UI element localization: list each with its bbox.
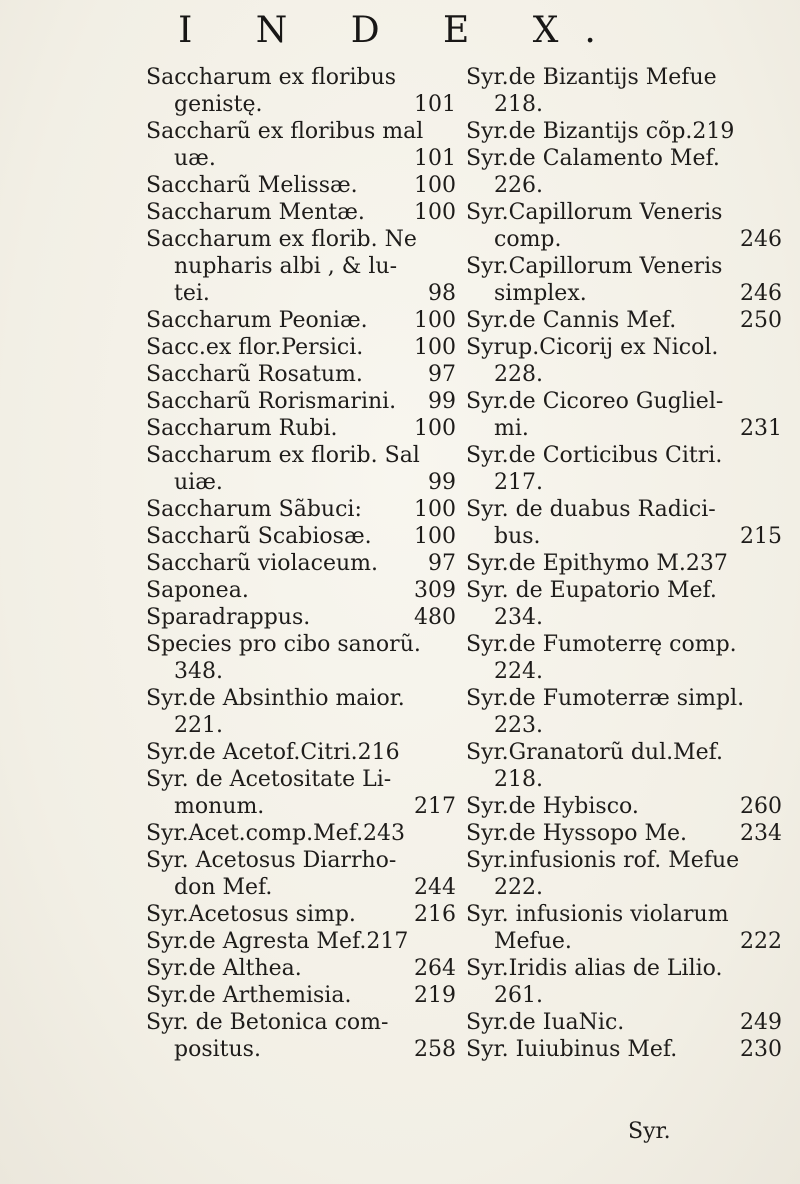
index-entry [146, 334, 456, 361]
entry-text: Syr. infusionis violarum [466, 902, 729, 927]
index-entry [466, 388, 782, 442]
index-entry [466, 145, 782, 199]
entry-text: Saccharum ex floribus [146, 65, 397, 90]
page-number: 217 [414, 794, 456, 819]
entry-line [466, 604, 782, 631]
entry-text: Mefue. [494, 929, 572, 954]
entry-text: Species pro cibo sanorũ. [146, 632, 421, 657]
index-entry [146, 199, 456, 226]
entry-text: 218. [494, 92, 543, 117]
entry-text: Sacc.ex flor.Persici. [146, 335, 364, 360]
index-entry [466, 793, 782, 820]
entry-line [146, 469, 456, 496]
index-entry [466, 901, 782, 955]
entry-text: Syr.de Agresta Mef.217 [146, 929, 409, 954]
index-entry [146, 820, 456, 847]
index-entry [146, 226, 456, 307]
page-number: 100 [414, 497, 456, 522]
index-column-right [466, 64, 782, 1063]
page-number: 98 [428, 281, 456, 306]
entry-line [466, 199, 782, 226]
entry-text: Syr. de duabus Radici- [466, 497, 716, 522]
page-number: 230 [740, 1037, 782, 1062]
index-entry [466, 307, 782, 334]
page-number: 258 [414, 1037, 456, 1062]
entry-line [146, 955, 456, 982]
entry-text: Saccharũ Rorismarini. [146, 389, 397, 414]
entry-line [146, 523, 456, 550]
catchword: Syr. [628, 1119, 671, 1144]
entry-line [466, 415, 782, 442]
page-number: 100 [414, 308, 456, 333]
entry-text: Syr. de Acetositate Li- [146, 767, 392, 792]
entry-line [466, 118, 782, 145]
index-entry [466, 685, 782, 739]
entry-text: Syr.de Cannis Mef. [466, 308, 677, 333]
index-entry [146, 928, 456, 955]
entry-line [146, 550, 456, 577]
entry-line [146, 712, 456, 739]
entry-line [466, 523, 782, 550]
entry-line [466, 442, 782, 469]
index-entry [146, 766, 456, 820]
index-entry [146, 847, 456, 901]
entry-text: positus. [174, 1037, 261, 1062]
entry-text: Syr.de Acetof.Citri.216 [146, 740, 400, 765]
entry-text: Saccharum ex florib. Ne [146, 227, 417, 252]
entry-line [146, 253, 456, 280]
entry-line [146, 496, 456, 523]
entry-text: simplex. [494, 281, 587, 306]
page-number: 480 [414, 605, 456, 630]
entry-line [466, 847, 782, 874]
entry-line [146, 388, 456, 415]
entry-line [466, 172, 782, 199]
index-entry [466, 955, 782, 1009]
entry-text: 223. [494, 713, 543, 738]
entry-text: 226. [494, 173, 543, 198]
entry-text: 221. [174, 713, 223, 738]
entry-text: Syr.de Althea. [146, 956, 302, 981]
index-entry [466, 442, 782, 496]
entry-text: Syrup.Cicorij ex Nicol. [466, 335, 719, 360]
page-number: 309 [414, 578, 456, 603]
entry-line [466, 820, 782, 847]
entry-line [466, 307, 782, 334]
entry-line [146, 1036, 456, 1063]
page-number: 101 [414, 146, 456, 171]
entry-line [466, 874, 782, 901]
index-entry [146, 1009, 456, 1063]
entry-line [146, 631, 456, 658]
entry-text: genistę. [174, 92, 263, 117]
index-entry [466, 334, 782, 388]
index-entry [146, 442, 456, 496]
index-entry [146, 631, 456, 685]
entry-text: Syr.de Fumoterræ simpl. [466, 686, 745, 711]
entry-line [146, 91, 456, 118]
entry-line [146, 64, 456, 91]
page-number: 100 [414, 416, 456, 441]
entry-text: Syr. de Eupatorio Mef. [466, 578, 717, 603]
page-number: 222 [740, 929, 782, 954]
entry-line [146, 280, 456, 307]
entry-text: tei. [174, 281, 210, 306]
page-number: 219 [414, 983, 456, 1008]
index-column-left [146, 64, 456, 1063]
entry-line [146, 172, 456, 199]
entry-text: Saccharũ ex floribus mal [146, 119, 424, 144]
page-number: 216 [414, 902, 456, 927]
entry-text: Syr.de Hybisco. [466, 794, 639, 819]
entry-line [146, 847, 456, 874]
entry-text: Saponea. [146, 578, 249, 603]
entry-line [146, 928, 456, 955]
entry-text: Syr.Iridis alias de Lilio. [466, 956, 723, 981]
entry-line [146, 118, 456, 145]
entry-text: Syr. Acetosus Diarrho- [146, 848, 397, 873]
index-entry [466, 1036, 782, 1063]
index-entry [146, 604, 456, 631]
entry-text: uæ. [174, 146, 216, 171]
page-number: 244 [414, 875, 456, 900]
entry-line [146, 1009, 456, 1036]
entry-text: don Mef. [174, 875, 273, 900]
entry-text: Syr.Granatorũ dul.Mef. [466, 740, 724, 765]
page-number: 100 [414, 335, 456, 360]
page-number: 100 [414, 524, 456, 549]
page-number: 249 [740, 1010, 782, 1035]
page-number: 101 [414, 92, 456, 117]
entry-text: Syr.Acetosus simp. [146, 902, 356, 927]
entry-text: Syr.de Bizantijs Mefue [466, 65, 717, 90]
index-entry [146, 982, 456, 1009]
entry-line [146, 766, 456, 793]
entry-line [146, 199, 456, 226]
entry-text: Syr.de Arthemisia. [146, 983, 352, 1008]
index-entry [146, 955, 456, 982]
entry-line [466, 280, 782, 307]
entry-line [466, 739, 782, 766]
entry-line [146, 793, 456, 820]
entry-line [466, 928, 782, 955]
entry-line [466, 982, 782, 1009]
entry-text: Syr.de Corticibus Citri. [466, 443, 723, 468]
entry-text: Syr. de Betonica com- [146, 1010, 389, 1035]
entry-line [146, 739, 456, 766]
entry-text: Saccharũ violaceum. [146, 551, 379, 576]
entry-line [466, 91, 782, 118]
entry-line [146, 226, 456, 253]
page-number: 234 [740, 821, 782, 846]
entry-text: Syr.infusionis rof. Mefue [466, 848, 740, 873]
index-entry [466, 1009, 782, 1036]
entry-text: Saccharum Peoniæ. [146, 308, 368, 333]
index-entry [146, 685, 456, 739]
entry-text: Syr.de IuaNic. [466, 1010, 625, 1035]
entry-line [466, 145, 782, 172]
index-entry [466, 550, 782, 577]
entry-line [146, 145, 456, 172]
entry-text: Syr.de Fumoterrę comp. [466, 632, 737, 657]
entry-text: Syr.de Absinthio maior. [146, 686, 405, 711]
index-entry [146, 64, 456, 118]
entry-line [466, 901, 782, 928]
entry-text: Saccharũ Melissæ. [146, 173, 358, 198]
entry-text: Syr.Capillorum Veneris [466, 254, 723, 279]
entry-line [466, 361, 782, 388]
entry-line [146, 577, 456, 604]
index-entry [146, 550, 456, 577]
entry-line [466, 793, 782, 820]
entry-text: 234. [494, 605, 543, 630]
page-number: 246 [740, 281, 782, 306]
entry-text: Syr.de Cicoreo Gugliel- [466, 389, 724, 414]
index-entry [146, 307, 456, 334]
entry-line [146, 685, 456, 712]
entry-line [466, 226, 782, 253]
entry-line [466, 1009, 782, 1036]
entry-line [466, 766, 782, 793]
entry-line [466, 685, 782, 712]
index-header: I N D E X. [178, 10, 622, 51]
page-number: 260 [740, 794, 782, 819]
page-number: 97 [428, 551, 456, 576]
page-number: 250 [740, 308, 782, 333]
entry-text: Syr.de Epithymo M.237 [466, 551, 728, 576]
entry-text: Syr.de Bizantijs cõp.219 [466, 119, 735, 144]
entry-line [146, 415, 456, 442]
entry-line [146, 901, 456, 928]
index-entry [146, 388, 456, 415]
index-entry [146, 901, 456, 928]
entry-text: Syr. Iuiubinus Mef. [466, 1037, 678, 1062]
entry-text: Syr.Acet.comp.Mef.243 [146, 821, 406, 846]
index-entry [146, 172, 456, 199]
index-entry [146, 118, 456, 172]
entry-line [146, 982, 456, 1009]
page-number: 264 [414, 956, 456, 981]
entry-line [466, 658, 782, 685]
page-number: 99 [428, 470, 456, 495]
index-entry [466, 253, 782, 307]
entry-text: 217. [494, 470, 543, 495]
entry-text: Saccharũ Rosatum. [146, 362, 363, 387]
index-entry [466, 739, 782, 793]
index-entry [466, 496, 782, 550]
entry-text: comp. [494, 227, 562, 252]
entry-line [466, 712, 782, 739]
entry-text: Syr.de Calamento Mef. [466, 146, 720, 171]
entry-text: Syr.de Hyssopo Me. [466, 821, 687, 846]
entry-text: Saccharum Mentæ. [146, 200, 365, 225]
entry-text: Saccharum Sãbuci: [146, 497, 362, 522]
index-entry [146, 577, 456, 604]
page-number: 246 [740, 227, 782, 252]
index-entry [466, 118, 782, 145]
entry-line [466, 334, 782, 361]
entry-line [146, 334, 456, 361]
entry-line [466, 388, 782, 415]
page-number: 97 [428, 362, 456, 387]
entry-line [466, 496, 782, 523]
index-entry [146, 523, 456, 550]
entry-text: 224. [494, 659, 543, 684]
entry-text: monum. [174, 794, 265, 819]
entry-line [146, 874, 456, 901]
entry-text: Saccharum ex florib. Sal [146, 443, 420, 468]
index-entry [146, 415, 456, 442]
entry-text: 222. [494, 875, 543, 900]
index-entry [466, 64, 782, 118]
page-number: 100 [414, 200, 456, 225]
index-entry [146, 361, 456, 388]
page-number: 100 [414, 173, 456, 198]
index-entry [466, 820, 782, 847]
entry-line [466, 469, 782, 496]
page-number: 215 [740, 524, 782, 549]
entry-text: mi. [494, 416, 529, 441]
entry-text: 261. [494, 983, 543, 1008]
index-entry [466, 847, 782, 901]
entry-line [466, 550, 782, 577]
index-entry [466, 199, 782, 253]
entry-text: uiæ. [174, 470, 223, 495]
index-entry [466, 631, 782, 685]
entry-line [466, 64, 782, 91]
index-entry [146, 739, 456, 766]
entry-text: 228. [494, 362, 543, 387]
entry-line [146, 820, 456, 847]
entry-line [146, 658, 456, 685]
entry-text: bus. [494, 524, 541, 549]
entry-text: nupharis albi , & lu- [174, 254, 398, 279]
entry-line [146, 307, 456, 334]
entry-text: 218. [494, 767, 543, 792]
index-entry [146, 496, 456, 523]
entry-line [466, 577, 782, 604]
entry-line [466, 631, 782, 658]
page-number: 99 [428, 389, 456, 414]
entry-text: Saccharum Rubi. [146, 416, 338, 441]
entry-line [466, 955, 782, 982]
entry-text: 348. [174, 659, 223, 684]
entry-line [466, 253, 782, 280]
entry-line [146, 361, 456, 388]
entry-line [466, 1036, 782, 1063]
entry-text: Sparadrappus. [146, 605, 311, 630]
index-entry [466, 577, 782, 631]
entry-text: Saccharũ Scabiosæ. [146, 524, 372, 549]
page-number: 231 [740, 416, 782, 441]
entry-text: Syr.Capillorum Veneris [466, 200, 723, 225]
entry-line [146, 442, 456, 469]
entry-line [146, 604, 456, 631]
